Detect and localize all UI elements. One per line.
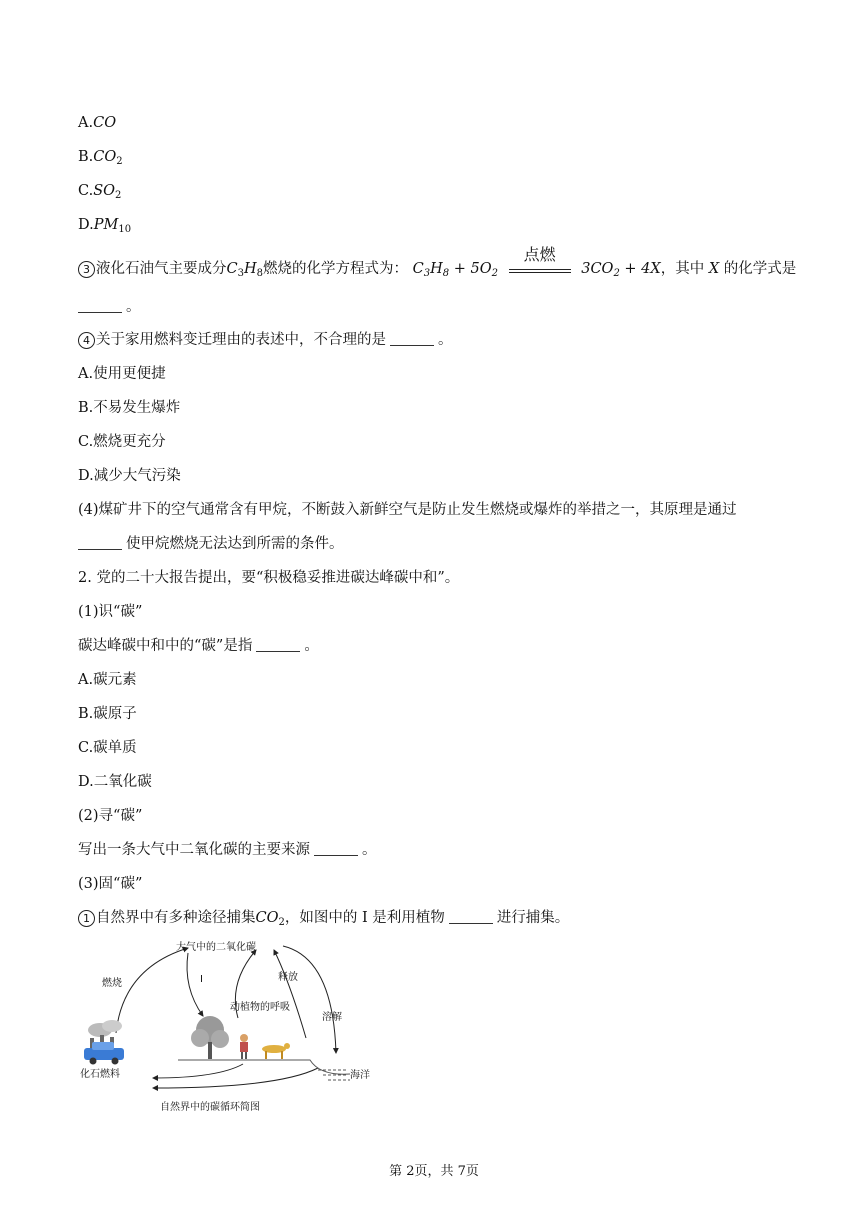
part-3-question: 1 自然界中有多种途径捕集$CO_2$，如图中的 I 是利用植物 进行捕集。 (78, 908, 569, 928)
bottom-arrow-1 (153, 1064, 243, 1078)
ground-line (178, 1060, 350, 1074)
part-2-title: (2)寻“碳” (78, 808, 143, 824)
option-b: $B.CO_2$ (78, 149, 123, 167)
option-c: C.燃烧更充分 (78, 434, 166, 450)
equation-lhs: $C_3H_8 + 5O_2$ (412, 261, 498, 279)
animal-icon (262, 1043, 290, 1059)
person-icon (240, 1034, 248, 1059)
answer-blank-line: 。 (78, 297, 141, 317)
part-2-question: 写出一条大气中二氧化碳的主要来源 。 (78, 842, 377, 858)
answer-blank[interactable] (449, 909, 493, 924)
answer-blank[interactable] (390, 331, 434, 346)
figure-caption: 自然界中的碳循环简图 (160, 1102, 260, 1113)
part-4-text: (4)煤矿井下的空气通常含有甲烷，不断鼓入新鲜空气是防止发生燃烧或爆炸的举措之一，其原理是通过 (78, 502, 737, 518)
pathway-i-label: I (200, 974, 203, 985)
option-d: $D.PM_{10}$ (78, 217, 132, 235)
answer-blank[interactable] (78, 298, 122, 313)
option-c: $C.SO_2$ (78, 183, 122, 201)
answer-blank[interactable] (78, 535, 122, 550)
circled-number: 4 (78, 332, 95, 349)
release-arrow (274, 950, 306, 1038)
part-1-question: 碳达峰碳中和中的“碳”是指 。 (78, 638, 319, 654)
circled-number: 3 (78, 261, 95, 278)
sub-question-4: 4 关于家用燃料变迁理由的表述中，不合理的是 。 (78, 330, 453, 350)
part-3-title: (3)固“碳” (78, 876, 143, 892)
burn-arrow (116, 948, 188, 1033)
answer-blank[interactable] (314, 841, 358, 856)
option-a: A.CO (78, 115, 117, 131)
ocean-waves (318, 1070, 350, 1080)
option-b: B.不易发生爆炸 (78, 400, 181, 416)
respiration-label: 动植物的呼吸 (230, 1002, 290, 1013)
release-label: 释放 (278, 972, 298, 983)
option-b: B.碳原子 (78, 706, 137, 722)
question-2-stem: 2. 党的二十大报告提出，要“积极稳妥推进碳达峰碳中和”。 (78, 570, 460, 586)
option-a: A.使用更便捷 (78, 366, 166, 382)
option-d: D.减少大气污染 (78, 468, 181, 484)
tree-icon (191, 1016, 229, 1059)
equation-rhs: $3CO_2 + 4X$ (581, 261, 661, 279)
carbon-cycle-figure (78, 938, 388, 1118)
burn-label: 燃烧 (102, 978, 122, 989)
part-4-text-cont: 使甲烷燃烧无法达到所需的条件。 (78, 534, 344, 554)
reaction-condition: 点燃 (509, 255, 571, 277)
option-d: D.二氧化碳 (78, 774, 152, 790)
sub-question-3: 3 液化石油气主要成分$C_3H_8$燃烧的化学方程式为： $C_3H_8 + 5O_2$ 点燃 $3CO_2 + 4X$，其中 X 的化学式是 (78, 255, 796, 279)
dissolve-label: 溶解 (322, 1012, 342, 1023)
dissolve-arrow (283, 946, 336, 1053)
ocean-label: 海洋 (350, 1070, 370, 1081)
carbon-cycle-diagram (78, 938, 388, 1118)
option-a: A.碳元素 (78, 672, 137, 688)
circled-number: 1 (78, 910, 95, 927)
bottom-arrow-2 (153, 1068, 318, 1088)
fossil-fuel-label: 化石燃料 (80, 1069, 120, 1080)
page-footer: 第 2页，共 7页 (389, 1164, 479, 1179)
answer-blank[interactable] (256, 637, 300, 652)
atmosphere-co2-label: 大气中的二氧化碳 (176, 942, 256, 953)
option-c: C.碳单质 (78, 740, 137, 756)
part-1-title: (1)识“碳” (78, 604, 143, 620)
